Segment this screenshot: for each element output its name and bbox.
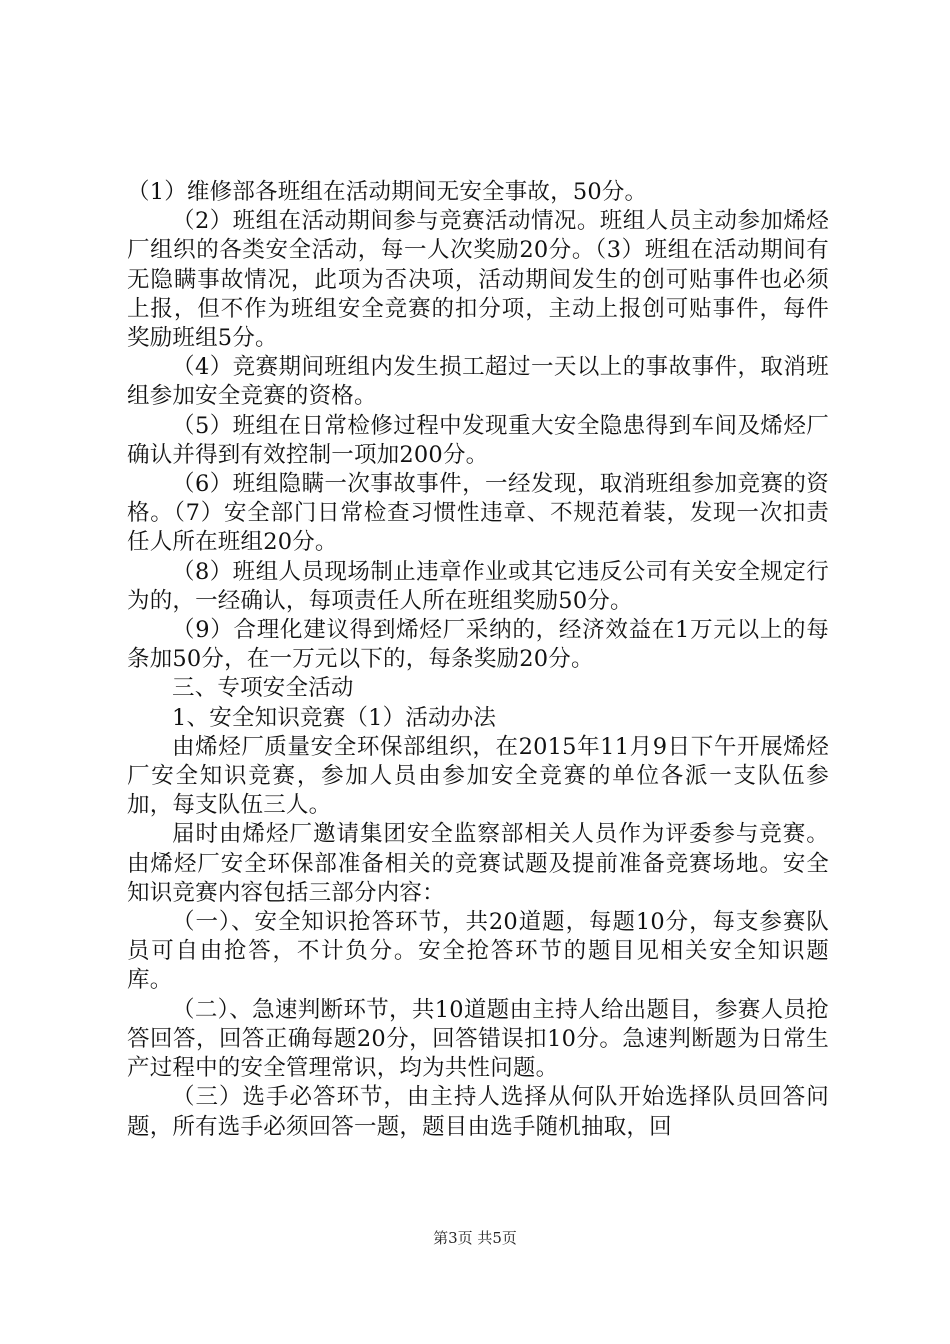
paragraph-13: （二）、急速判断环节，共10道题由主持人给出题目，参赛人员抢答回答，回答正确每题20分，回答错误扣10分。急速判断题为日常生产过程中的安全管理常识，均为共性问题。 xyxy=(127,996,829,1082)
paragraph-7: （9）合理化建议得到烯烃厂采纳的，经济效益在1万元以上的每条加50分，在一万元以下的，每条奖励20分。 xyxy=(127,617,829,673)
paragraph-1: （1）维修部各班组在活动期间无安全事故，50分。 xyxy=(127,179,648,205)
page-number-footer: 第3页 共5页 xyxy=(433,1229,517,1247)
paragraph-3: （4）竞赛期间班组内发生损工超过一天以上的事故事件，取消班组参加安全竞赛的资格。 xyxy=(127,354,829,410)
section-heading: 三、专项安全活动 xyxy=(172,675,354,702)
paragraph-14: （三）选手必答环节，由主持人选择从何队开始选择队员回答问题，所有选手必须回答一题，题目由选手随机抽取，回 xyxy=(127,1084,829,1140)
paragraph-5: （6）班组隐瞒一次事故事件，一经发现，取消班组参加竞赛的资格。（7）安全部门日常检查习惯性违章、不规范着装，发现一次扣责任人所在班组20分。 xyxy=(127,471,829,556)
subsection-heading: 1、安全知识竞赛（1）活动办法 xyxy=(172,704,497,731)
paragraph-11: 届时由烯烃厂邀请集团安全监察部相关人员作为评委参与竞赛。由烯烃厂安全环保部准备相关的竞赛试题及提前准备竞赛场地。安全知识竞赛内容包括三部分内容： xyxy=(127,821,829,906)
paragraph-6: （8）班组人员现场制止违章作业或其它违反公司有关安全规定行为的，一经确认，每项责任人所在班组奖励50分。 xyxy=(127,558,829,614)
document-body xyxy=(127,178,829,1142)
paragraph-12: （一）、安全知识抢答环节，共20道题，每题10分，每支参赛队员可自由抢答，不计负分。安全抢答环节的题目见相关安全知识题库。 xyxy=(127,909,829,994)
paragraph-10: 由烯烃厂质量安全环保部组织，在2015年11月9日下午开展烯烃厂安全知识竞赛，参加人员由参加安全竞赛的单位各派一支队伍参加，每支队伍三人。 xyxy=(127,733,829,819)
paragraph-2: （2）班组在活动期间参与竞赛活动情况。班组人员主动参加烯烃厂组织的各类安全活动，每一人次奖励20分。（3）班组在活动期间有无隐瞒事故情况，此项为否决项，活动期间发生的创可贴事件也必须上报，但不作为班组安全竞赛的扣分项，主动上报创可贴事件，每件奖励班组5分。 xyxy=(127,208,829,352)
paragraph-4: （5）班组在日常检修过程中发现重大安全隐患得到车间及烯烃厂确认并得到有效控制一项加200分。 xyxy=(127,412,829,468)
